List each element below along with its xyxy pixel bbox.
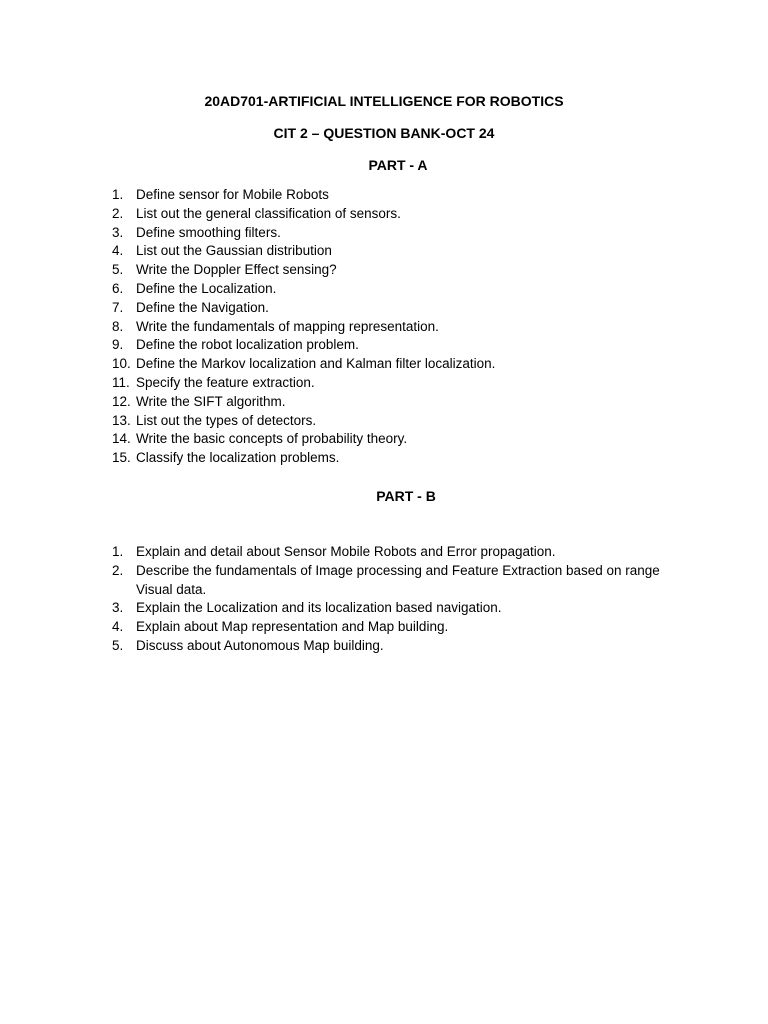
question-text: Discuss about Autonomous Map building. [136,637,384,653]
question-number: 7. [112,299,124,315]
question-text: List out the Gaussian distribution [136,243,332,259]
question-number: 3. [112,224,124,240]
question-number: 8. [112,318,124,334]
question-number: 9. [112,337,124,353]
list-item [112,637,682,656]
list-item [112,599,682,618]
list-item [112,261,682,280]
list-item [112,205,682,224]
question-number: 5. [112,637,124,653]
question-number: 4. [112,619,124,635]
question-text: Define the Localization. [136,280,277,296]
list-item [112,186,682,205]
question-number: 15. [112,450,131,466]
list-item [112,393,682,412]
question-text: Specify the feature extraction. [136,374,315,390]
question-text: Write the SIFT algorithm. [136,393,286,409]
question-number: 11. [112,374,130,390]
list-item [112,618,682,637]
question-number: 14. [112,431,131,447]
question-number: 1. [112,544,124,559]
question-number: 4. [112,243,124,259]
question-text: Define the robot localization problem. [136,337,359,353]
question-text: Define the Markov localization and Kalman filter localization. [136,356,496,372]
question-number: 1. [112,187,124,202]
list-item [112,374,682,393]
question-number: 10. [112,356,131,372]
list-item [112,224,682,243]
list-item [112,449,682,468]
question-text: Classify the localization problems. [136,450,340,466]
question-text: Define smoothing filters. [136,224,281,240]
list-item [112,355,682,374]
question-text: Describe the fundamentals of Image processing and Feature Extraction based on range Visual data. [136,562,660,597]
document-subtitle: CIT 2 – QUESTION BANK-OCT 24 [273,125,495,141]
question-number: 5. [112,262,124,278]
document-title: 20AD701-ARTIFICIAL INTELLIGENCE FOR ROBOTICS [204,93,564,109]
part-a-question-list [112,186,682,468]
question-text: Write the fundamentals of mapping representation. [136,318,439,334]
list-item [112,430,682,449]
question-number: 6. [112,280,124,296]
list-item [112,412,682,431]
list-item [112,242,682,261]
question-text: List out the types of detectors. [136,412,317,428]
question-number: 2. [112,205,124,221]
question-number: 3. [112,600,124,616]
part-b-heading: PART - B [376,488,436,504]
question-text: List out the general classification of sensors. [136,205,401,221]
list-item [112,280,682,299]
question-number: 12. [112,393,131,409]
question-text: Write the Doppler Effect sensing? [136,262,337,278]
question-text: Define the Navigation. [136,299,269,315]
question-text: Define sensor for Mobile Robots [136,187,329,202]
question-text: Explain and detail about Sensor Mobile Robots and Error propagation. [136,544,556,559]
list-item [112,336,682,355]
question-text: Write the basic concepts of probability theory. [136,431,408,447]
part-a-heading: PART - A [368,157,428,173]
question-number: 13. [112,412,131,428]
part-b-question-list [112,543,682,656]
question-number: 2. [112,562,124,578]
question-text: Explain the Localization and its localization based navigation. [136,600,502,616]
list-item [112,318,682,337]
list-item [112,562,682,600]
list-item [112,299,682,318]
question-text: Explain about Map representation and Map building. [136,619,449,635]
list-item [112,543,682,562]
